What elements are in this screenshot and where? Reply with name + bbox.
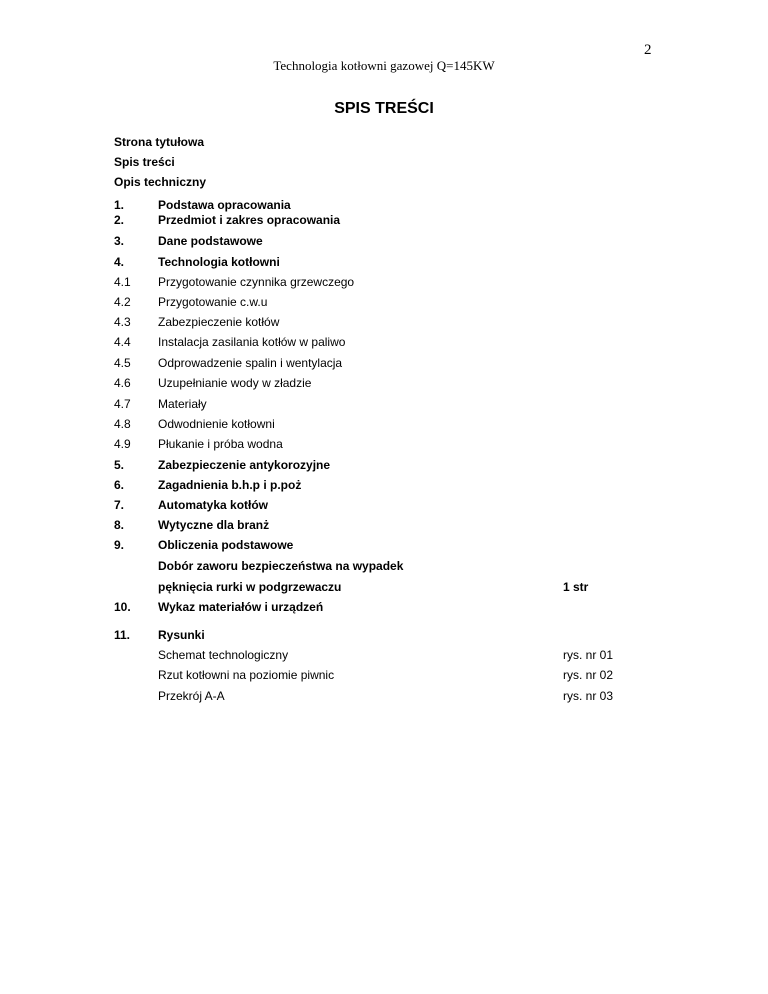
toc-number: 5. [114,458,125,472]
toc-number: 3. [114,234,125,248]
toc-number: 9. [114,538,125,552]
toc-number: 4. [114,255,125,269]
drawing-ref: rys. nr 02 [563,668,614,682]
toc-number: 4.7 [114,397,131,411]
page-number: 2 [644,42,652,58]
toc-title: Obliczenia podstawowe [158,538,294,552]
toc-title: Technologia kotłowni [158,255,280,269]
toc-number: 1. [114,198,125,212]
toc-subentry-line: Dobór zaworu bezpieczeństwa na wypadek [158,559,404,573]
toc-title: Odprowadzenie spalin i wentylacja [158,356,343,370]
toc-title: Płukanie i próba wodna [158,437,283,451]
toc-title: Instalacja zasilania kotłów w paliwo [158,335,346,349]
toc-title: Rysunki [158,628,205,642]
toc-title: Zagadnienia b.h.p i p.poż [158,478,302,492]
front-item: Spis treści [114,155,175,169]
toc-title: Odwodnienie kotłowni [158,417,275,431]
toc-number: 4.6 [114,376,131,390]
toc-number: 2. [114,213,125,227]
toc-title: Zabezpieczenie kotłów [158,315,280,329]
toc-title: Uzupełnianie wody w zładzie [158,376,312,390]
toc-number: 7. [114,498,125,512]
toc-title: Automatyka kotłów [158,498,269,512]
toc-number: 4.2 [114,295,131,309]
page-title: SPIS TREŚCI [334,100,434,117]
toc-number: 4.4 [114,335,131,349]
toc-title: Wykaz materiałów i urządzeń [158,600,324,614]
toc-title: Przedmiot i zakres opracowania [158,213,341,227]
toc-number: 4.8 [114,417,131,431]
front-item: Strona tytułowa [114,135,205,149]
toc-title: Wytyczne dla branż [158,518,270,532]
front-item: Opis techniczny [114,175,207,189]
toc-page-ref: 1 str [563,580,589,594]
drawing-title: Schemat technologiczny [158,648,289,662]
toc-title: Zabezpieczenie antykorozyjne [158,458,331,472]
toc-number: 10. [114,600,131,614]
toc-title: Przygotowanie c.w.u [158,295,268,309]
toc-title: Materiały [158,397,207,411]
toc-number: 4.3 [114,315,131,329]
drawing-ref: rys. nr 03 [563,689,614,703]
toc-title: Dane podstawowe [158,234,263,248]
toc-title: Przygotowanie czynnika grzewczego [158,275,355,289]
page-header: Technologia kotłowni gazowej Q=145KW [273,58,495,73]
toc-number: 8. [114,518,125,532]
toc-number: 4.1 [114,275,131,289]
toc-subentry-line: pęknięcia rurki w podgrzewaczu [158,580,342,594]
toc-title: Podstawa opracowania [158,198,291,212]
drawing-ref: rys. nr 01 [563,648,614,662]
drawing-title: Rzut kotłowni na poziomie piwnic [158,668,335,682]
toc-number: 6. [114,478,125,492]
toc-number: 4.9 [114,437,131,451]
drawing-title: Przekrój A-A [158,689,225,703]
toc-number: 11. [114,628,131,642]
toc-number: 4.5 [114,356,131,370]
